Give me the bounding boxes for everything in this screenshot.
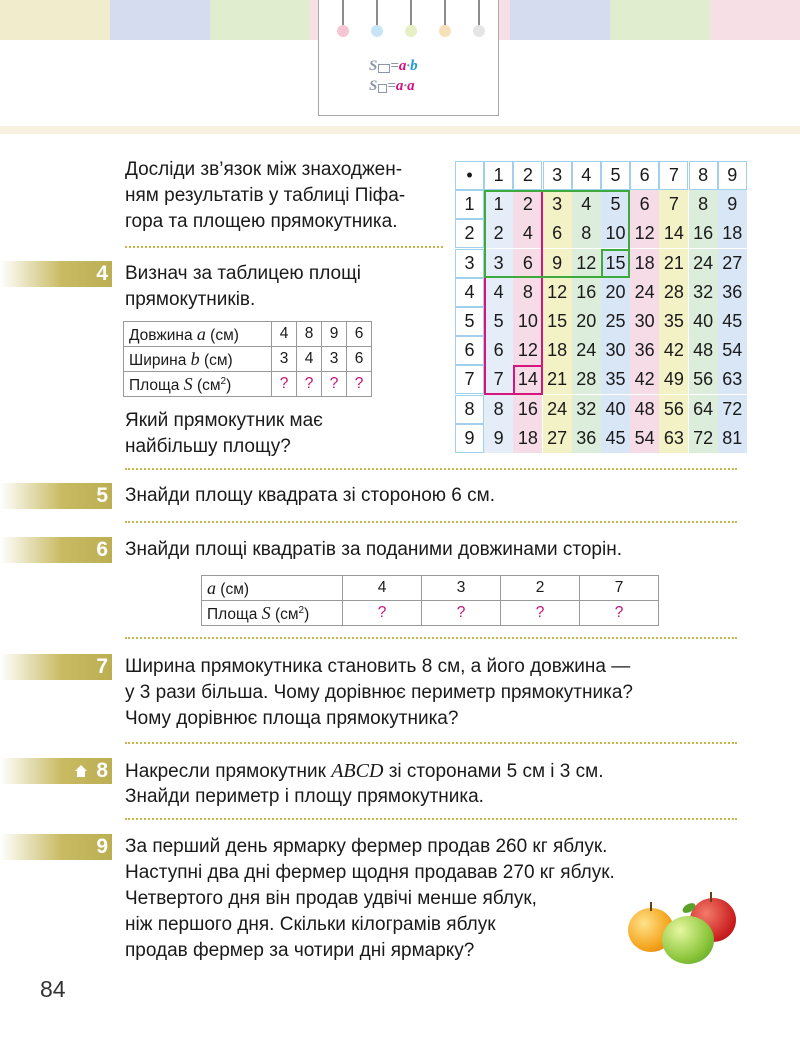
column-header: 4 (572, 161, 601, 190)
table-cell: 81 (718, 424, 747, 453)
table-cell: 72 (718, 395, 747, 424)
table-cell: 12 (513, 336, 542, 365)
table-cell: 25 (601, 307, 630, 336)
table-cell: 27 (543, 424, 572, 453)
table-cell: 18 (543, 336, 572, 365)
table-cell: 6 (543, 219, 572, 248)
square-area-formula: S =a·a (369, 78, 415, 94)
task7-text: Чому дорівнює площа прямокутника? (125, 708, 459, 729)
apples-icon (622, 892, 742, 966)
task-number-badge: 7 (0, 654, 112, 680)
table-cell: 36 (718, 278, 747, 307)
task-number-badge: 5 (0, 483, 112, 509)
table-cell: 12 (543, 278, 572, 307)
intro-line: Досліди зв’язок між знаходжен- (125, 159, 403, 180)
table-cell: 30 (601, 336, 630, 365)
table-cell: 28 (659, 278, 688, 307)
table-cell: 56 (689, 365, 718, 394)
column-header: 9 (718, 161, 747, 190)
row-header: 2 (455, 219, 484, 248)
table-cell: 4 (513, 219, 542, 248)
row-header: 7 (455, 365, 484, 394)
table-cell: 9 (718, 190, 747, 219)
table-cell: 48 (630, 395, 659, 424)
table-cell: 63 (718, 365, 747, 394)
task6-text: Знайди площі квадратів за поданими довжинами сторін. (125, 539, 622, 560)
table-cell: 12 (572, 249, 601, 278)
page-number: 84 (40, 976, 66, 1002)
top-stripe (0, 0, 110, 40)
spiral-ring (405, 0, 417, 36)
task4-question: найбільшу площу? (125, 436, 291, 457)
table-cell: 1 (484, 190, 513, 219)
table-cell: 21 (543, 365, 572, 394)
task4-table (123, 321, 372, 397)
task6-table (201, 575, 659, 626)
dotted-separator (125, 468, 737, 470)
task-number-badge: 8 (0, 758, 112, 784)
table-cell: 40 (601, 395, 630, 424)
home-icon (74, 764, 88, 778)
table-cell: 32 (572, 395, 601, 424)
table-cell: 10 (513, 307, 542, 336)
task-number-badge: 4 (0, 261, 112, 287)
table-cell: 3 (484, 249, 513, 278)
row-header: 9 (455, 424, 484, 453)
table-cell: 14 (513, 365, 542, 394)
square-icon (378, 84, 387, 93)
table-cell: 64 (689, 395, 718, 424)
apple-stem (650, 902, 652, 911)
task8-text: Накресли прямокутник ABCD зі сторонами 5 см і 3 см. (125, 760, 604, 782)
table-cell: 36 (630, 336, 659, 365)
table-cell: 7 (484, 365, 513, 394)
row-header: 1 (455, 190, 484, 219)
row-header: 8 (455, 395, 484, 424)
rectangle-icon (378, 64, 390, 73)
formula-notepad (318, 0, 499, 116)
row-header: 6 (455, 336, 484, 365)
table-cell: 40 (689, 307, 718, 336)
table-cell: 9 (543, 249, 572, 278)
top-stripe (710, 0, 800, 40)
spiral-ring (337, 0, 349, 36)
column-header: 5 (601, 161, 630, 190)
spiral-ring (473, 0, 485, 36)
row-header: 4 (455, 278, 484, 307)
table-cell: 18 (630, 249, 659, 278)
table-cell: 72 (689, 424, 718, 453)
task9-text: Наступні два дні фермер щодня продавав 270 кг яблук. (125, 862, 615, 883)
table-corner: • (455, 161, 484, 190)
table-cell: 6 (513, 249, 542, 278)
apple-stem (710, 892, 712, 902)
table-cell: 48 (689, 336, 718, 365)
table-cell: 54 (630, 424, 659, 453)
table-row: Площа S $(см^2)$ ? ? ? ? (124, 372, 372, 397)
intro-line: гора та площею прямокутника. (125, 211, 398, 232)
table-cell: 6 (630, 190, 659, 219)
table-cell: 8 (484, 395, 513, 424)
table-cell: 5 (484, 307, 513, 336)
table-cell: 18 (513, 424, 542, 453)
table-cell: 21 (659, 249, 688, 278)
task-number-badge: 6 (0, 537, 112, 563)
table-row: Довжина a (см) 4 8 9 6 (124, 322, 372, 347)
table-cell: 8 (513, 278, 542, 307)
table-cell: 2 (484, 219, 513, 248)
task4-text: прямокутників. (125, 289, 256, 310)
row-header: 3 (455, 249, 484, 278)
table-cell: 49 (659, 365, 688, 394)
task9-text: ніж першого дня. Скільки кілограмів яблук (125, 914, 496, 935)
table-cell: 9 (484, 424, 513, 453)
row-header: 5 (455, 307, 484, 336)
table-cell: 15 (543, 307, 572, 336)
table-cell: 6 (484, 336, 513, 365)
table-row: a (см) 4 3 2 7 (202, 576, 659, 601)
task9-text: За перший день ярмарку фермер продав 260 кг яблук. (125, 836, 608, 857)
table-cell: 4 (572, 190, 601, 219)
table-cell: 12 (630, 219, 659, 248)
header-divider (0, 126, 800, 134)
table-cell: 36 (572, 424, 601, 453)
table-cell: 4 (484, 278, 513, 307)
column-header: 7 (659, 161, 688, 190)
task-number-badge: 9 (0, 834, 112, 860)
top-stripe (210, 0, 310, 40)
spiral-ring (371, 0, 383, 36)
task9-text: продав фермер за чотири дні ярмарку? (125, 940, 475, 961)
dotted-separator (125, 818, 737, 820)
table-cell: 24 (572, 336, 601, 365)
table-cell: 10 (601, 219, 630, 248)
table-cell: 24 (543, 395, 572, 424)
table-cell: 32 (689, 278, 718, 307)
table-cell: 42 (630, 365, 659, 394)
column-header: 3 (543, 161, 572, 190)
table-cell: 42 (659, 336, 688, 365)
task9-text: Четвертого дня він продав удвічі менше яблук, (125, 888, 537, 909)
table-cell: 20 (572, 307, 601, 336)
table-cell: 28 (572, 365, 601, 394)
table-cell: 18 (718, 219, 747, 248)
table-cell: 7 (659, 190, 688, 219)
table-cell: 56 (659, 395, 688, 424)
table-cell: 54 (718, 336, 747, 365)
rectangle-area-formula: S =a·b (369, 58, 418, 74)
task5-text: Знайди площу квадрата зі стороною 6 см. (125, 485, 495, 506)
table-cell: 16 (513, 395, 542, 424)
spiral-ring (439, 0, 451, 36)
dotted-separator (125, 521, 737, 523)
column-header: 6 (630, 161, 659, 190)
task7-text: у 3 рази більша. Чому дорівнює периметр прямокутника? (125, 682, 633, 703)
table-cell: 3 (543, 190, 572, 219)
table-cell: 20 (601, 278, 630, 307)
top-stripe (610, 0, 710, 40)
table-row: Ширина b (см) 3 4 3 6 (124, 347, 372, 372)
top-stripe (110, 0, 210, 40)
table-cell: 16 (572, 278, 601, 307)
table-cell: 24 (689, 249, 718, 278)
table-cell: 15 (601, 249, 630, 278)
top-stripe (510, 0, 610, 40)
table-cell: 8 (572, 219, 601, 248)
table-cell: 8 (689, 190, 718, 219)
task4-text: Визнач за таблицею площі (125, 263, 361, 284)
table-cell: 24 (630, 278, 659, 307)
table-cell: 27 (718, 249, 747, 278)
table-cell: 14 (659, 219, 688, 248)
table-cell: 63 (659, 424, 688, 453)
column-header: 8 (689, 161, 718, 190)
table-cell: 30 (630, 307, 659, 336)
dotted-separator (125, 246, 443, 248)
table-cell: 45 (601, 424, 630, 453)
table-cell: 35 (601, 365, 630, 394)
table-cell: 35 (659, 307, 688, 336)
column-header: 2 (513, 161, 542, 190)
dotted-separator (125, 637, 737, 639)
table-cell: 5 (601, 190, 630, 219)
table-cell: 16 (689, 219, 718, 248)
column-header: 1 (484, 161, 513, 190)
task8-text: Знайди периметр і площу прямокутника. (125, 786, 484, 807)
table-cell: 2 (513, 190, 542, 219)
task7-text: Ширина прямокутника становить 8 см, а його довжина — (125, 656, 631, 677)
table-cell: 45 (718, 307, 747, 336)
apple (662, 916, 714, 964)
task4-question: Який прямокутник має (125, 410, 323, 431)
intro-line: ням результатів у таблиці Піфа- (125, 185, 406, 206)
table-row: Площа S $(см^2)$ ? ? ? ? (202, 601, 659, 626)
dotted-separator (125, 742, 737, 744)
